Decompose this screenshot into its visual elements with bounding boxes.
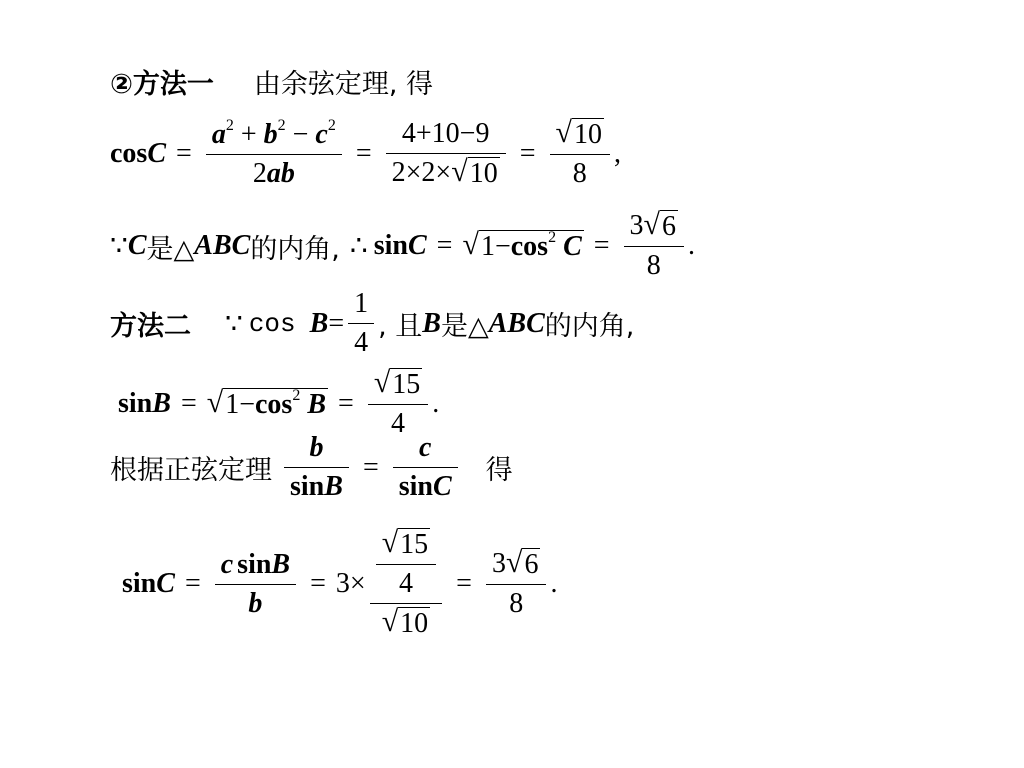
den-var: ab	[266, 157, 295, 189]
sqrt-icon: √ $1-\cos^2$ C	[462, 227, 582, 262]
result-fraction: 3 √ 6 8	[486, 548, 546, 620]
because-symbol: ∵	[110, 231, 128, 263]
text-is-triangle: 是△	[440, 311, 489, 343]
numeric-denominator: 2×2×	[391, 157, 452, 189]
fraction-bar	[348, 323, 374, 324]
equals-sign: =	[176, 138, 192, 170]
cos-fn: cos	[110, 138, 148, 170]
var-b: B	[309, 307, 329, 339]
equals-sign: =	[180, 388, 197, 420]
fraction-bar	[393, 467, 458, 468]
cos-b-fraction: $\frac{1}{4}$	[348, 288, 374, 359]
var-b: b	[263, 118, 278, 150]
cos-text: cos	[248, 308, 296, 339]
method1-title: ②方法一	[110, 69, 214, 100]
fraction-bar	[206, 154, 342, 155]
text-interior-angle: 的内角,	[250, 233, 340, 265]
period: .	[688, 230, 696, 262]
sin-fn: sin	[122, 568, 157, 600]
sin-b-equation	[118, 368, 439, 440]
equals-sign: =	[456, 568, 472, 600]
because-symbol: ∵	[225, 308, 243, 340]
var-c: C	[156, 568, 175, 600]
equals-sign: =	[593, 230, 610, 262]
fraction-bar	[368, 404, 428, 405]
text-interior-angle: 的内角,	[544, 311, 635, 343]
final-sin-c-equation	[122, 528, 557, 641]
sin-fn: sin	[118, 388, 153, 420]
compound-fraction	[370, 528, 442, 641]
equals-sign: =	[310, 568, 326, 600]
sine-law-line	[110, 432, 513, 503]
method2-title: 方法二	[110, 311, 191, 343]
method1-line	[110, 62, 433, 101]
method1-intro: 由余弦定理, 得	[253, 69, 434, 100]
sqrt-icon: √ 15	[381, 526, 429, 560]
equals-sign: =	[436, 230, 453, 262]
fraction-bar	[376, 564, 436, 565]
sin-c-line	[110, 210, 695, 282]
b-over-sinb: $\frac{b}{\sin B}$	[284, 432, 349, 503]
fraction-bar	[215, 584, 296, 585]
triangle-abc: ABC	[488, 307, 545, 339]
inner-fraction: √ 15 4	[376, 528, 436, 600]
fraction-bar	[386, 153, 506, 154]
result-fraction: √ 15 4	[368, 368, 428, 440]
minus-sign: −	[292, 118, 309, 150]
numeric-fraction	[386, 118, 506, 190]
equals-sign: =	[328, 307, 345, 339]
therefore-symbol: ∴	[349, 231, 368, 263]
sine-law-text: 根据正弦定理	[110, 455, 272, 487]
var-b: B	[422, 307, 441, 339]
text-obtain: 得	[485, 455, 513, 487]
c-over-sinc: $\frac{c}{\sin C}$	[393, 432, 458, 503]
numeric-numerator: 4+10−9	[401, 118, 490, 149]
fraction-bar	[486, 584, 546, 585]
equals-sign: =	[519, 138, 536, 170]
var-c: C	[127, 230, 147, 262]
fraction-bar	[624, 246, 684, 247]
result-fraction: 3 √ 6 8	[624, 210, 684, 282]
comma: ,	[613, 138, 621, 170]
text-and: , 且	[378, 311, 423, 343]
equals-sign: =	[184, 568, 201, 600]
sqrt-icon: √ $1-\cos^2$ B	[206, 385, 327, 420]
sqrt-icon: √ 6	[505, 546, 539, 581]
equals-sign: =	[355, 138, 372, 170]
var-b: B	[152, 388, 171, 420]
method2-line	[110, 288, 634, 359]
sqrt-icon: √ 10	[451, 155, 498, 190]
cos-law-fraction: $\frac{a^2 + b^2 - c^2}{2ab}$	[206, 119, 342, 190]
fraction-bar	[284, 467, 349, 468]
sqrt-icon: √ 6	[643, 208, 677, 242]
equals-sign: =	[362, 451, 379, 483]
var-c: c	[315, 118, 328, 150]
var-a: a	[211, 118, 226, 150]
result-denominator: 8	[572, 158, 587, 190]
var-c: C	[407, 230, 427, 262]
equals-sign: =	[338, 388, 354, 420]
csinb-over-b: $\frac{\text{c sinB}}{b}$	[215, 549, 296, 620]
sin-fn: sin	[373, 230, 408, 262]
den-coef: 2	[252, 157, 267, 189]
plus-sign: +	[240, 118, 257, 150]
period: .	[432, 388, 440, 420]
sqrt-icon: √ 10	[381, 605, 429, 640]
triangle-abc: ABC	[194, 230, 251, 262]
fraction-bar	[550, 154, 610, 155]
cos-c-equation	[110, 118, 621, 190]
period: .	[550, 568, 558, 600]
cos-var: C	[147, 138, 167, 170]
coefficient: 3×	[335, 568, 366, 600]
text-is-triangle: 是△	[146, 233, 195, 265]
fraction-bar	[370, 603, 442, 604]
sqrt-icon: √ 10	[555, 116, 602, 150]
sqrt-icon: √ 15	[373, 366, 421, 400]
result-fraction	[550, 118, 610, 190]
